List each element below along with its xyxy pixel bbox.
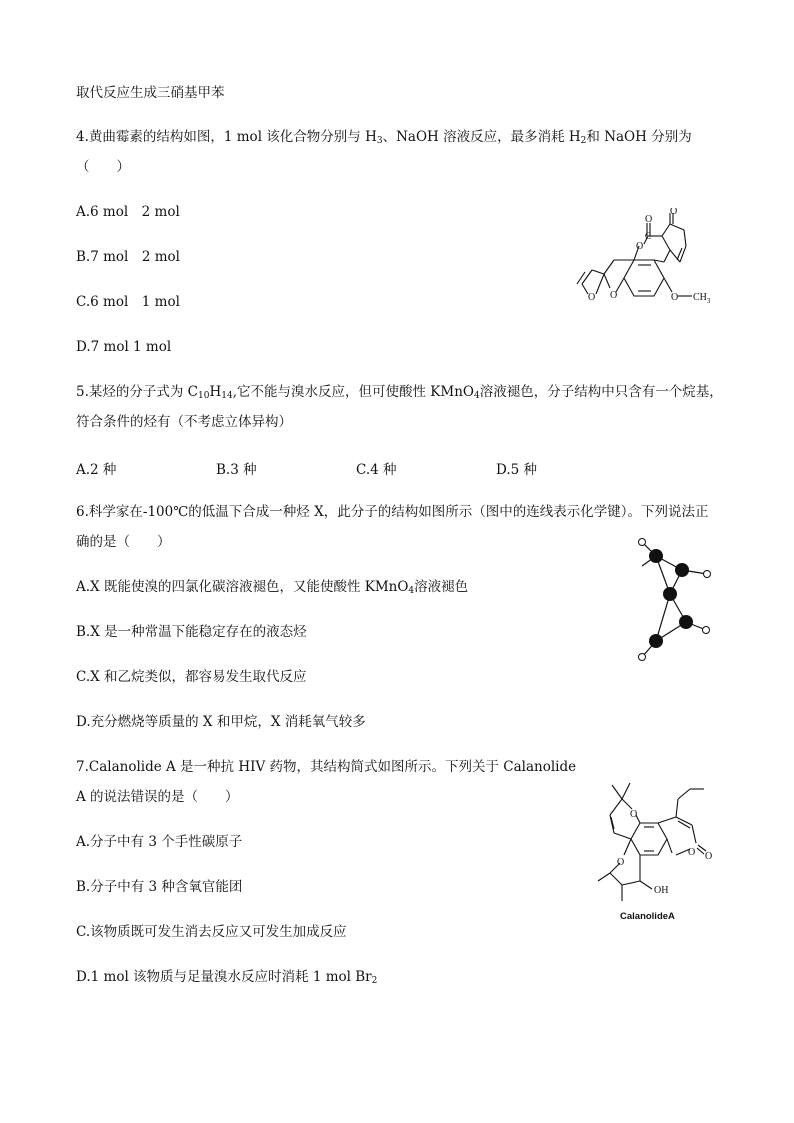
q6-option-a: A.X 既能使溴的四氯化碳溶液褪色，又能使酸性 KMnO$_4$溶液褪色	[76, 579, 469, 596]
q4-option-b: B.7 mol 2 mol	[76, 249, 180, 265]
q4-stem-line2: （ ）	[76, 159, 130, 175]
calanolide-caption: CalanolideA	[620, 911, 675, 922]
carbon-atom	[649, 549, 663, 563]
q4-fig-o-ring2: O	[588, 292, 596, 303]
q6-stem-line2: 确的是（ ）	[76, 534, 171, 550]
ball-stick-svg	[628, 534, 718, 664]
q5-option-d: D.5 种	[496, 462, 538, 478]
q5-option-a: A.2 种	[76, 462, 117, 478]
q4-fig-o-ring3: O	[610, 290, 618, 301]
calanolide-o3: O	[705, 851, 713, 862]
hydrogen-atom	[639, 654, 646, 661]
q4-stem-sub1: 3	[376, 136, 383, 146]
continuation-text: 取代反应生成三硝基甲苯	[76, 85, 225, 101]
calanolide-o1: O	[630, 809, 638, 820]
q6-option-b: B.X 是一种常温下能稳定存在的液态烃	[76, 624, 307, 640]
q7-option-d: D.1 mol 该物质与足量溴水反应时消耗 1 mol $Br_2$	[76, 969, 378, 986]
q6-option-d: D.充分燃烧等质量的 X 和甲烷，X 消耗氧气较多	[76, 714, 366, 730]
q4-stem-sub2: 2	[580, 136, 587, 146]
q4-option-a: A.6 mol 2 mol	[76, 204, 180, 220]
hydrogen-atom	[703, 627, 710, 634]
carbon-atom	[649, 634, 663, 648]
q6-stem-line1: 6.科学家在-100℃的低温下合成一种烃 X，此分子的结构如图所示（图中的连线表示化学键）。下列说法正	[76, 504, 709, 520]
q7-option-a: A.分子中有 3 个手性碳原子	[76, 834, 243, 850]
hydrogen-atom	[704, 571, 711, 578]
q7-stem-line2: A 的说法错误的是（ ）	[76, 789, 239, 805]
q4-fig-c: C	[645, 231, 652, 241]
carbon-atom	[679, 615, 693, 629]
q4-fig-o-ketone: O	[670, 208, 678, 217]
aflatoxin-structure-figure	[572, 208, 728, 318]
q4-fig-ch3: $CH_3$	[693, 292, 711, 305]
q5-option-c: C.4 种	[356, 462, 397, 478]
q5-option-b: B.3 种	[216, 462, 257, 478]
calanolide-a-structure-figure	[592, 773, 722, 923]
q6-option-c: C.X 和乙烷类似，都容易发生取代反应	[76, 669, 307, 685]
q4-option-d: D.7 mol 1 mol	[76, 339, 172, 355]
q4-stem-part-b: 、NaOH 溶液反应，最多消耗 H	[382, 129, 581, 145]
q7-stem-line1: 7.Calanolide A 是一种抗 HIV 药物，其结构简式如图所示。下列关于 Calanolide	[76, 759, 577, 775]
q7-option-c: C.该物质既可发生消去反应又可发生加成反应	[76, 924, 347, 940]
q4-fig-o-carbonyl: O	[645, 214, 653, 225]
q7-option-b: B.分子中有 3 种含氧官能团	[76, 879, 243, 895]
q4-stem-part-a: 4.黄曲霉素的结构如图，1 mol 该化合物分别与 H	[76, 129, 377, 145]
aflatoxin-structure-svg	[572, 208, 728, 318]
hydrogen-atom	[639, 539, 646, 546]
q4-stem-part-c: 和 NaOH 分别为	[586, 129, 692, 145]
carbon-atom	[675, 563, 689, 577]
q4-option-c: C.6 mol 1 mol	[76, 294, 180, 310]
calanolide-svg	[592, 773, 722, 923]
calanolide-o4: O	[617, 857, 625, 868]
calanolide-o2: O	[688, 847, 696, 858]
q5-stem-line2: 符合条件的烃有（不考虑立体异构）	[76, 414, 292, 430]
q4-fig-o-methoxy: O	[671, 292, 679, 303]
carbon-atom	[663, 587, 677, 601]
q4-fig-o-ring1: O	[636, 241, 644, 252]
hydrocarbon-x-ball-stick-figure	[628, 534, 718, 664]
q5-options-row	[76, 458, 636, 478]
q5-stem-line1: 5.某烃的分子式为 $C_{10}H_{14}$,它不能与溴水反应，但可使酸性 KMnO$_4$溶液褪色，分子结构中只含有一个烷基，	[76, 384, 723, 401]
q4-stem-line1	[76, 128, 692, 146]
calanolide-oh: OH	[654, 885, 669, 896]
